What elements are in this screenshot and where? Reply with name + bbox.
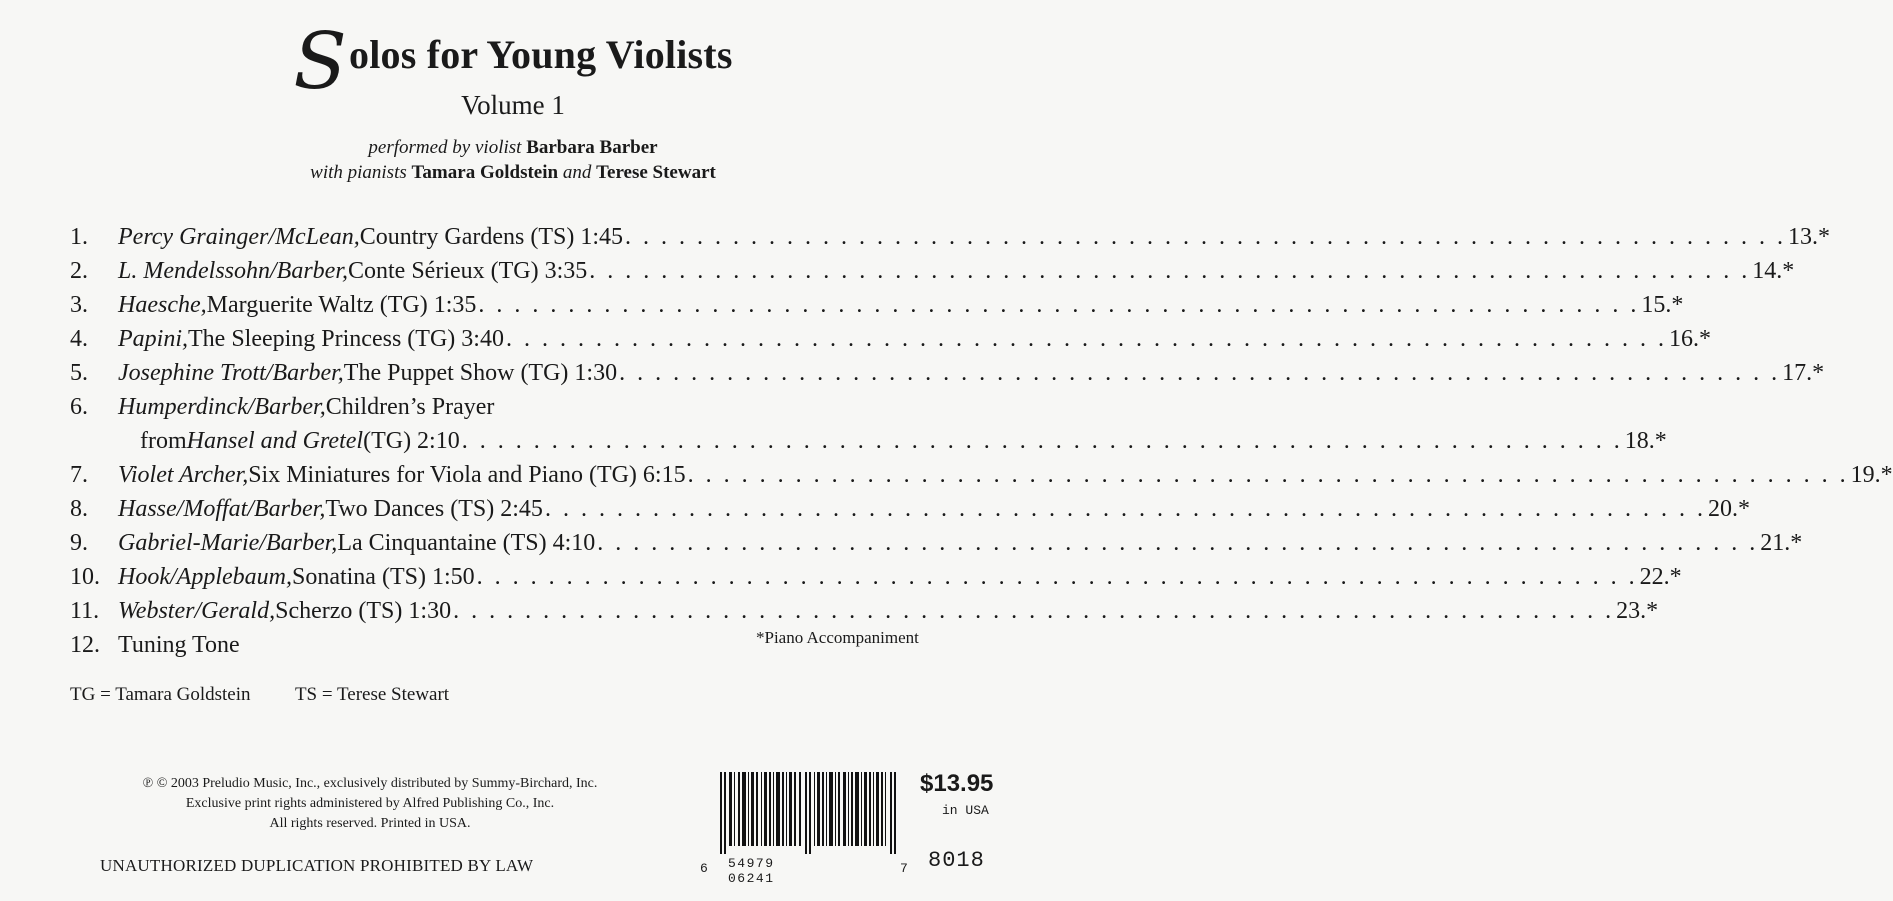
pianists-prefix: with pianists xyxy=(310,162,407,183)
track-composer: Hasse/Moffat/Barber, xyxy=(118,496,326,522)
track-row xyxy=(70,492,1750,526)
track-page: 14.* xyxy=(1752,258,1795,284)
track-number: 4. xyxy=(70,326,88,352)
track-list xyxy=(70,220,1893,662)
track-number: 1. xyxy=(70,224,88,250)
track-title: La Cinquantaine (TS) 4:10 xyxy=(337,530,596,556)
barcode-right-digit: 7 xyxy=(900,861,908,876)
track-composer: Webster/Gerald, xyxy=(118,598,276,624)
copyright-line-2: Exclusive print rights administered by Alfred Publishing Co., Inc. xyxy=(185,796,555,811)
track-number: 9. xyxy=(70,530,88,556)
leader-dots: . . . . . . . . . . . . . . . . . . . . . . . . . . . . . . . . . . . . . . . . . . . . . . . . . . . . . . . . . . . . . . . . . xyxy=(625,224,1787,250)
track-row xyxy=(70,288,1684,322)
price-region: in USA xyxy=(942,803,989,818)
track-row xyxy=(70,254,1795,288)
leader-dots: . . . . . . . . . . . . . . . . . . . . . . . . . . . . . . . . . . . . . . . . . . . . . . . . . . . . . . . . . . . . . . . . . xyxy=(597,530,1759,556)
track-title: Scherzo (TS) 1:30 xyxy=(275,598,452,624)
pianist-legend xyxy=(70,684,489,706)
leader-dots: . . . . . . . . . . . . . . . . . . . . . . . . . . . . . . . . . . . . . . . . . . . . . . . . . . . . . . . . . . . . . . . . . xyxy=(589,258,1751,284)
track-number: 8. xyxy=(70,496,88,522)
track-row xyxy=(70,220,1831,254)
track-number: 10. xyxy=(70,564,100,590)
track-composer: Gabriel-Marie/Barber, xyxy=(118,530,338,556)
track-row xyxy=(70,390,950,424)
track-number: 6. xyxy=(70,394,88,420)
track-title: Marguerite Waltz (TG) 1:35 xyxy=(206,292,477,318)
price-amount: $13.95 xyxy=(920,770,994,797)
barcode-addon: 8018 xyxy=(928,848,985,873)
title-ornate-initial: S xyxy=(293,17,348,107)
track-page: 16.* xyxy=(1668,326,1711,352)
track-composer: Humperdinck/Barber, xyxy=(118,394,326,420)
barcode-middle-digits: 54979 06241 xyxy=(728,856,775,886)
piano-accompaniment-note: *Piano Accompaniment xyxy=(756,628,919,647)
leader-dots: . . . . . . . . . . . . . . . . . . . . . . . . . . . . . . . . . . . . . . . . . . . . . . . . . . . . . . . . . . . . . . . . . xyxy=(687,462,1849,488)
title-text: olos for Young Violists xyxy=(349,32,733,77)
pianists-and: and xyxy=(562,162,592,183)
track-composer: Haesche, xyxy=(118,292,207,318)
leader-dots: . . . . . . . . . . . . . . . . . . . . . . . . . . . . . . . . . . . . . . . . . . . . . . . . . . . . . . . . . . . . . . . . . xyxy=(619,360,1781,386)
track-title: The Sleeping Princess (TG) 3:40 xyxy=(188,326,504,352)
track-row xyxy=(70,356,1825,390)
track-title: Country Gardens (TS) 1:45 xyxy=(359,224,624,250)
track-title: The Puppet Show (TG) 1:30 xyxy=(343,360,618,386)
track-title: Tuning Tone xyxy=(118,632,240,658)
legend-ts: TS = Terese Stewart xyxy=(294,684,450,705)
track-row-continuation xyxy=(70,424,1667,458)
performer-credits xyxy=(0,135,1026,185)
barcode-icon xyxy=(720,772,898,854)
copyright-line-3: All rights reserved. Printed in USA. xyxy=(269,816,471,831)
track-composer: Josephine Trott/Barber, xyxy=(118,360,344,386)
performer-prefix: performed by violist xyxy=(368,137,522,158)
track-page: 17.* xyxy=(1782,360,1825,386)
track-number: 7. xyxy=(70,462,88,488)
track-composer: Percy Grainger/McLean, xyxy=(118,224,360,250)
track-title: Conte Sérieux (TG) 3:35 xyxy=(348,258,588,284)
track-title: Two Dances (TS) 2:45 xyxy=(325,496,543,522)
track-title: Sonatina (TS) 1:50 xyxy=(291,564,475,590)
track-row xyxy=(70,458,1893,492)
track-row xyxy=(70,526,1803,560)
legend-tg: TG = Tamara Goldstein xyxy=(70,684,251,705)
track-page: 22.* xyxy=(1639,564,1682,590)
copyright-block xyxy=(70,774,670,834)
track-composer: L. Mendelssohn/Barber, xyxy=(118,258,348,284)
track-title: Children’s Prayer xyxy=(325,394,495,420)
track-page: 19.* xyxy=(1850,462,1893,488)
track-page: 13.* xyxy=(1788,224,1831,250)
track-page: 21.* xyxy=(1760,530,1803,556)
track-row xyxy=(70,594,1659,628)
track-page: 20.* xyxy=(1707,496,1750,522)
track-title: Six Miniatures for Viola and Piano (TG) 6:15 xyxy=(248,462,686,488)
track-number: 12. xyxy=(70,632,100,658)
track-cont-work: Hansel and Gretel xyxy=(186,428,364,454)
leader-dots: . . . . . . . . . . . . . . . . . . . . . . . . . . . . . . . . . . . . . . . . . . . . . . . . . . . . . . . . . . . . . . . . . xyxy=(478,292,1640,318)
barcode-left-digit: 6 xyxy=(700,861,708,876)
track-page: 18.* xyxy=(1624,428,1667,454)
leader-dots: . . . . . . . . . . . . . . . . . . . . . . . . . . . . . . . . . . . . . . . . . . . . . . . . . . . . . . . . . . . . . . . . . xyxy=(505,326,1667,352)
track-row xyxy=(70,560,1682,594)
duplication-warning: UNAUTHORIZED DUPLICATION PROHIBITED BY LAW xyxy=(100,856,534,875)
track-number: 2. xyxy=(70,258,88,284)
leader-dots: . . . . . . . . . . . . . . . . . . . . . . . . . . . . . . . . . . . . . . . . . . . . . . . . . . . . . . . . . . . . . . . . . xyxy=(461,428,1623,454)
track-composer: Hook/Applebaum, xyxy=(118,564,292,590)
track-page: 15.* xyxy=(1641,292,1684,318)
pianist-2-name: Terese Stewart xyxy=(596,162,716,183)
pianists-credit xyxy=(0,160,1026,185)
leader-dots: . . . . . . . . . . . . . . . . . . . . . . . . . . . . . . . . . . . . . . . . . . . . . . . . . . . . . . . . . . . . . . . . . xyxy=(453,598,1615,624)
track-cont-suffix: (TG) 2:10 xyxy=(363,428,460,454)
track-cont-prefix: from xyxy=(140,428,187,454)
track-row xyxy=(70,322,1711,356)
pianist-1-name: Tamara Goldstein xyxy=(411,162,559,183)
track-number: 3. xyxy=(70,292,88,318)
track-composer: Papini, xyxy=(118,326,188,352)
track-number: 5. xyxy=(70,360,88,386)
volume-subtitle: Volume 1 xyxy=(461,90,565,120)
track-number: 11. xyxy=(70,598,100,624)
track-page: 23.* xyxy=(1616,598,1659,624)
track-composer: Violet Archer, xyxy=(118,462,249,488)
leader-dots: . . . . . . . . . . . . . . . . . . . . . . . . . . . . . . . . . . . . . . . . . . . . . . . . . . . . . . . . . . . . . . . . . xyxy=(476,564,1638,590)
copyright-line-1: ℗ © 2003 Preludio Music, Inc., exclusively distributed by Summy-Birchard, Inc. xyxy=(142,776,598,791)
performer-name: Barbara Barber xyxy=(526,137,658,158)
violist-credit xyxy=(0,135,1026,160)
leader-dots: . . . . . . . . . . . . . . . . . . . . . . . . . . . . . . . . . . . . . . . . . . . . . . . . . . . . . . . . . . . . . . . . . xyxy=(544,496,1706,522)
